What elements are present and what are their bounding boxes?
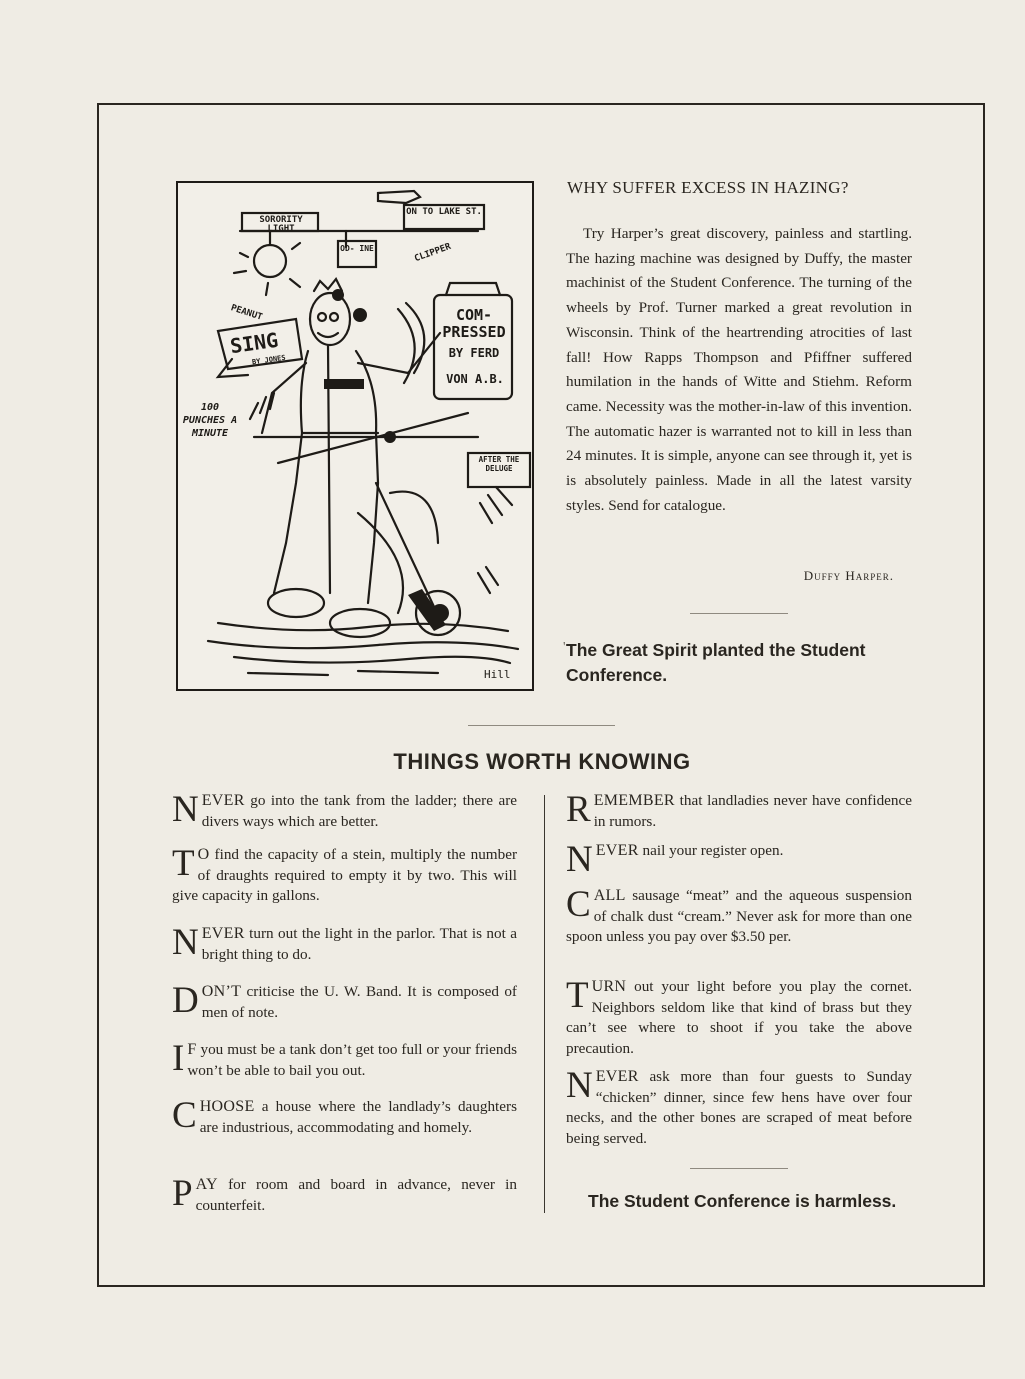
hazing-machine-cartoon xyxy=(176,181,534,691)
tip-lead: ON’T xyxy=(201,983,242,1000)
drop-cap: T xyxy=(566,975,589,1016)
on-to-lake-label: ON TO LAKE ST. xyxy=(406,207,482,217)
harmless-quip: The Student Conference is harmless. xyxy=(588,1191,897,1211)
tip-text: turn out the light in the parlor. That is not a bright thing to do. xyxy=(201,925,517,963)
by-ferd-label: BY FERD xyxy=(448,346,500,360)
compressed-label: COM- PRESSED xyxy=(442,306,506,341)
tip-text: find the capacity of a stein, multiply the number of draughts required to empty it by two. This will give capacity in gallons. xyxy=(172,846,517,905)
drop-cap: N xyxy=(566,1065,593,1106)
tip-lead: EMEMBER xyxy=(593,792,675,809)
tip-text: go into the tank from the ladder; there are divers ways which are better. xyxy=(201,792,517,830)
after-deluge-label: AFTER THE DELUGE xyxy=(478,455,520,473)
tip-text: out your light before you play the cornet. Neighbors seldom like that kind of brass but they can’t see where to shoot if you take the above precaution. xyxy=(566,978,912,1058)
odline-label: OD- INE xyxy=(340,244,374,253)
tip-lead: ALL xyxy=(593,887,626,904)
sing-label: SING xyxy=(228,327,280,359)
stray-mark: ' xyxy=(563,640,566,655)
peanut-label: PEANUT xyxy=(229,303,264,323)
tip-lead: F xyxy=(187,1041,197,1058)
drop-cap: T xyxy=(172,843,195,884)
tip-item xyxy=(566,791,912,832)
divider-rule xyxy=(690,613,788,614)
great-spirit-quip: The Great Spirit planted the Student Conference. xyxy=(566,640,866,685)
tip-item xyxy=(172,1040,517,1081)
tip-item xyxy=(172,845,517,907)
clipper-label: CLIPPER xyxy=(413,241,453,265)
drop-cap: D xyxy=(172,980,199,1021)
tip-item xyxy=(172,982,517,1023)
punches-label: 100 PUNCHES A MINUTE xyxy=(182,402,238,439)
drop-cap: N xyxy=(566,839,593,880)
tip-text: for room and board in advance, never in counterfeit. xyxy=(195,1176,517,1214)
drop-cap: I xyxy=(172,1038,185,1079)
tip-lead: O xyxy=(197,846,210,863)
tip-text: you must be a tank don’t get too full or your friends won’t be able to bail you out. xyxy=(187,1041,517,1079)
article-title: WHY SUFFER EXCESS IN HAZING? xyxy=(567,178,849,197)
drop-cap: P xyxy=(172,1173,193,1214)
by-jones-label: BY JONES xyxy=(251,353,287,367)
article-body: Try Harper’s great discovery, painless and startling. The hazing machine was designed by Duffy, the master machinist of the Student Conference. The turning of the wheels by Prof. Turner marked a great revolution in Wisconsin. Think of the heartrending atrocities of last fall! How Rapps Thompson and Pfiffner suffered humilation in the hands of Witte and Stiehm. Reform came. Necessity was the mother-in-law of this invention. The automatic hazer is warranted not to kill in less than 24 minutes. It is simple, anyone can see through it, yet is is absolutely painless. Made in all the latest varsity styles. Send for catalogue. xyxy=(566,225,912,514)
tip-text: a house where the landlady’s daughters are industrious, accommodating and homely. xyxy=(199,1098,517,1136)
tip-text: that landladies never have confidence in rumors. xyxy=(593,792,912,830)
tip-item xyxy=(172,1097,517,1138)
tip-lead: EVER xyxy=(201,792,245,809)
tip-lead: EVER xyxy=(595,1068,639,1085)
drop-cap: R xyxy=(566,789,591,830)
tip-item xyxy=(172,1175,517,1216)
article-signature: Duffy Harper. xyxy=(803,568,894,583)
tip-text: nail your register open. xyxy=(638,842,784,859)
tip-item xyxy=(566,839,912,880)
tip-item xyxy=(566,886,912,948)
tip-item xyxy=(172,924,517,965)
tip-lead: AY xyxy=(195,1176,218,1193)
things-worth-knowing-title: THINGS WORTH KNOWING xyxy=(393,749,691,774)
tip-lead: HOOSE xyxy=(199,1098,255,1115)
drop-cap: C xyxy=(566,884,591,925)
divider-rule xyxy=(690,1168,788,1169)
drop-cap: C xyxy=(172,1095,197,1136)
tip-lead: EVER xyxy=(201,925,245,942)
tip-item xyxy=(566,1067,912,1150)
artist-signature: Hill xyxy=(484,668,511,681)
tip-text: criticise the U. W. Band. It is composed of men of note. xyxy=(201,983,517,1021)
tip-text: ask more than four guests to Sunday “chicken” dinner, since few hens have over four necks, and the other bones are scraped of meat before being served. xyxy=(566,1068,912,1148)
tip-lead: EVER xyxy=(595,842,639,859)
tip-item xyxy=(172,791,517,832)
sorority-light-label: SORORITY LIGHT xyxy=(259,215,303,234)
von-ab-label: VON A.B. xyxy=(446,372,504,386)
section-rule xyxy=(468,725,615,726)
tip-item xyxy=(566,977,912,1060)
drop-cap: N xyxy=(172,789,199,830)
column-divider xyxy=(544,795,545,1213)
drop-cap: N xyxy=(172,922,199,963)
tip-lead: URN xyxy=(591,978,627,995)
tip-text: sausage “meat” and the aqueous suspension of chalk dust “cream.” Never ask for more than one spoon unless you pay over $3.50 per. xyxy=(566,887,912,946)
